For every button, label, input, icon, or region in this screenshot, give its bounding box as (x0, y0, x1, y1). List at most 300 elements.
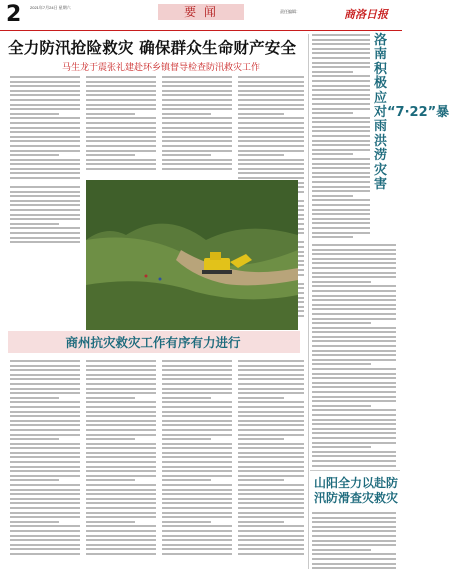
text-line (162, 466, 232, 468)
text-line (238, 424, 304, 426)
text-line (10, 434, 80, 436)
text-line (312, 373, 396, 375)
text-line (162, 516, 232, 518)
text-line (238, 122, 304, 124)
text-line (312, 419, 396, 421)
text-line (238, 369, 304, 371)
text-line (312, 135, 370, 137)
text-line (312, 368, 396, 370)
text-line (86, 378, 156, 380)
text-line (312, 43, 370, 45)
text-line (10, 209, 80, 211)
text-line (312, 530, 396, 532)
text-line (312, 144, 370, 146)
text-line (312, 209, 370, 211)
text-line (10, 191, 80, 193)
text-line (312, 172, 370, 174)
text-line (162, 117, 232, 119)
text-line (162, 438, 211, 440)
text-line (86, 429, 156, 431)
text-line (86, 452, 156, 454)
text-line (312, 258, 396, 260)
text-line (10, 553, 80, 555)
text-line (312, 400, 396, 402)
text-line (312, 549, 371, 551)
text-line (312, 405, 371, 407)
text-line (86, 150, 156, 152)
text-line (238, 525, 304, 527)
text-line (10, 507, 80, 509)
text-line (10, 237, 80, 239)
text-line (312, 80, 370, 82)
text-line (238, 479, 284, 481)
text-line (10, 466, 80, 468)
text-line (162, 456, 232, 458)
text-line (312, 517, 396, 519)
text-line (312, 121, 370, 123)
text-line (162, 401, 232, 403)
text-line (162, 443, 232, 445)
text-line (162, 530, 232, 532)
text-line (238, 108, 304, 110)
text-line (312, 249, 396, 251)
text-line (312, 350, 396, 352)
text-line (162, 397, 211, 399)
text-line (238, 411, 304, 413)
text-line (162, 553, 232, 555)
text-line (10, 456, 80, 458)
text-line (10, 548, 80, 550)
text-line (86, 539, 156, 541)
text-line (238, 378, 304, 380)
text-line (162, 85, 232, 87)
text-line (162, 434, 232, 436)
text-line (312, 455, 396, 457)
text-line (10, 424, 80, 426)
text-line (312, 553, 396, 555)
text-line (86, 411, 156, 413)
text-line (238, 466, 304, 468)
text-line (312, 262, 396, 264)
text-line (238, 498, 304, 500)
text-line (238, 99, 304, 101)
text-line (238, 104, 304, 106)
text-line (312, 181, 370, 183)
flood-rescue-photo (86, 180, 298, 330)
text-line (10, 145, 80, 147)
text-line (312, 409, 396, 411)
text-line (10, 127, 80, 129)
text-line (10, 163, 80, 165)
text-line (162, 406, 232, 408)
text-line (86, 502, 156, 504)
text-line (238, 401, 304, 403)
text-line (162, 369, 232, 371)
text-line (10, 159, 80, 161)
text-line (312, 34, 370, 36)
text-line (10, 108, 80, 110)
text-line (312, 396, 396, 398)
text-line (238, 544, 304, 546)
text-line (10, 512, 80, 514)
text-line (86, 424, 156, 426)
text-line (238, 136, 304, 138)
text-line (86, 401, 156, 403)
text-line (312, 340, 396, 342)
text-line (312, 465, 396, 467)
text-line (162, 127, 232, 129)
text-line (312, 526, 396, 528)
text-line (312, 437, 396, 439)
text-line (238, 475, 304, 477)
text-line (312, 57, 370, 59)
text-line (238, 548, 304, 550)
text-line (10, 154, 59, 156)
text-line (238, 113, 284, 115)
text-line (86, 369, 156, 371)
text-line (10, 241, 80, 243)
text-line (312, 222, 370, 224)
text-line (86, 136, 156, 138)
text-line (10, 214, 80, 216)
text-line (86, 489, 156, 491)
text-line (162, 163, 232, 165)
text-line (86, 108, 156, 110)
text-line (10, 475, 80, 477)
text-line (312, 386, 396, 388)
text-line (86, 90, 156, 92)
text-line (10, 411, 80, 413)
text-line (312, 322, 371, 324)
text-line (312, 167, 370, 169)
text-line (312, 236, 353, 238)
text-line (312, 299, 396, 301)
text-line (86, 99, 156, 101)
text-line (312, 94, 370, 96)
lead-column-1 (10, 76, 80, 182)
text-line (238, 85, 304, 87)
text-line (238, 484, 304, 486)
text-line (312, 377, 396, 379)
text-line (86, 512, 156, 514)
text-line (10, 81, 80, 83)
text-line (10, 502, 80, 504)
text-line (312, 149, 370, 151)
text-line (10, 420, 80, 422)
text-line (312, 71, 353, 73)
text-line (86, 470, 156, 472)
text-line (162, 150, 232, 152)
text-line (86, 535, 156, 537)
side-headline-luonan: 洛南积极应对“7·22”暴雨洪涝灾害 (374, 33, 449, 193)
text-line (86, 434, 156, 436)
text-line (312, 75, 370, 77)
text-line (10, 131, 80, 133)
text-line (162, 104, 232, 106)
text-line (86, 516, 156, 518)
text-line (312, 108, 370, 110)
text-line (10, 470, 80, 472)
text-line (162, 484, 232, 486)
photo-illustration (86, 180, 298, 330)
text-line (312, 382, 396, 384)
text-line (10, 406, 80, 408)
text-line (162, 154, 211, 156)
text-line (238, 535, 304, 537)
text-line (86, 498, 156, 500)
text-line (86, 94, 156, 96)
feature-column-3 (162, 360, 232, 558)
lead-column-2 (86, 76, 156, 172)
lead-column-3 (162, 76, 232, 172)
text-line (10, 374, 80, 376)
text-line (10, 479, 59, 481)
vertical-divider (308, 34, 309, 569)
text-line (162, 411, 232, 413)
text-line (312, 85, 370, 87)
text-line (162, 544, 232, 546)
text-line (10, 122, 80, 124)
text-line (312, 313, 396, 315)
text-line (238, 415, 304, 417)
text-line (10, 227, 80, 229)
text-line (238, 159, 304, 161)
text-line (86, 85, 156, 87)
text-line (10, 218, 80, 220)
side-column-2 (312, 244, 396, 469)
text-line (312, 218, 370, 220)
text-line (238, 94, 304, 96)
text-line (312, 227, 370, 229)
editor-line: 责任编辑： (280, 9, 300, 14)
text-line (10, 461, 80, 463)
text-line (238, 507, 304, 509)
text-line (312, 103, 370, 105)
text-line (86, 131, 156, 133)
text-line (312, 163, 370, 165)
text-line (312, 558, 396, 560)
text-line (10, 397, 59, 399)
text-line (10, 76, 80, 78)
text-line (238, 365, 304, 367)
text-line (238, 553, 304, 555)
text-line (86, 493, 156, 495)
text-line (238, 521, 284, 523)
text-line (312, 442, 396, 444)
text-line (238, 420, 304, 422)
text-line (162, 521, 211, 523)
text-line (10, 200, 80, 202)
side-column-1 (312, 34, 370, 241)
text-line (10, 438, 59, 440)
horizontal-divider (310, 470, 400, 471)
text-line (10, 232, 80, 234)
text-line (10, 539, 80, 541)
text-line (312, 112, 353, 114)
text-line (86, 168, 156, 170)
text-line (10, 392, 80, 394)
text-line (312, 451, 396, 453)
text-line (162, 360, 232, 362)
text-line (312, 272, 396, 274)
text-line (162, 420, 232, 422)
feature-headline: 商州抗灾救灾工作有序有力进行 (65, 335, 241, 350)
text-line (10, 177, 80, 179)
lead-column-1-lower (10, 186, 80, 246)
text-line (238, 447, 304, 449)
text-line (10, 525, 80, 527)
text-line (162, 159, 232, 161)
text-line (238, 388, 304, 390)
text-line (10, 195, 80, 197)
text-line (162, 507, 232, 509)
text-line (312, 336, 396, 338)
text-line (10, 172, 80, 174)
text-line (10, 136, 80, 138)
text-line (162, 535, 232, 537)
text-line (312, 153, 353, 155)
text-line (162, 415, 232, 417)
text-line (312, 39, 370, 41)
text-line (312, 176, 370, 178)
text-line (238, 140, 304, 142)
text-line (10, 429, 80, 431)
text-line (238, 374, 304, 376)
text-line (312, 62, 370, 64)
text-line (312, 535, 396, 537)
text-line (10, 530, 80, 532)
text-line (312, 563, 396, 565)
text-line (312, 446, 371, 448)
text-line (86, 360, 156, 362)
side-column-3 (312, 512, 396, 572)
text-line (86, 420, 156, 422)
masthead (0, 0, 402, 31)
text-line (238, 127, 304, 129)
text-line (10, 104, 80, 106)
text-line (86, 525, 156, 527)
text-line (238, 456, 304, 458)
text-line (86, 507, 156, 509)
text-line (238, 392, 304, 394)
text-line (86, 388, 156, 390)
text-line (238, 131, 304, 133)
side-headline-shanyang: 山阳全力以赴防汛防滑查灾救灾 (314, 476, 399, 505)
text-line (238, 452, 304, 454)
text-line (162, 548, 232, 550)
text-line (86, 548, 156, 550)
text-line (238, 81, 304, 83)
text-line (312, 195, 353, 197)
text-line (10, 516, 80, 518)
text-line (86, 484, 156, 486)
text-line (162, 489, 232, 491)
text-line (312, 48, 370, 50)
text-line (162, 470, 232, 472)
text-line (312, 290, 396, 292)
text-line (86, 456, 156, 458)
text-line (312, 276, 396, 278)
text-line (312, 244, 396, 246)
text-line (10, 168, 80, 170)
text-line (86, 438, 135, 440)
text-line (10, 415, 80, 417)
text-line (238, 434, 304, 436)
text-line (238, 429, 304, 431)
text-line (312, 89, 370, 91)
text-line (10, 452, 80, 454)
text-line (312, 52, 370, 54)
text-line (10, 117, 80, 119)
text-line (86, 530, 156, 532)
text-line (86, 521, 135, 523)
text-line (86, 461, 156, 463)
text-line (86, 113, 135, 115)
text-line (10, 204, 80, 206)
text-line (312, 318, 396, 320)
text-line (10, 369, 80, 371)
text-line (10, 99, 80, 101)
text-line (162, 99, 232, 101)
text-line (312, 213, 370, 215)
text-line (162, 502, 232, 504)
text-line (86, 76, 156, 78)
text-line (312, 253, 396, 255)
text-line (10, 186, 80, 188)
text-line (312, 460, 396, 462)
text-line (86, 81, 156, 83)
text-line (312, 117, 370, 119)
text-line (238, 502, 304, 504)
text-line (238, 117, 304, 119)
text-line (162, 90, 232, 92)
text-line (238, 168, 304, 170)
text-line (312, 140, 370, 142)
text-line (162, 383, 232, 385)
text-line (238, 397, 284, 399)
text-line (312, 126, 370, 128)
text-line (238, 530, 304, 532)
text-line (162, 140, 232, 142)
text-line (10, 140, 80, 142)
text-line (10, 493, 80, 495)
lead-subheadline: 马生龙于震张礼建赴环乡镇督导检查防汛救灾工作 (61, 63, 260, 73)
text-line (10, 401, 80, 403)
text-line (238, 383, 304, 385)
text-line (162, 168, 232, 170)
text-line (86, 365, 156, 367)
date-line: 2021年7月24日 星期六 (30, 5, 71, 10)
text-line (10, 388, 80, 390)
text-line (312, 267, 396, 269)
text-line (312, 204, 370, 206)
text-line (86, 163, 156, 165)
text-line (162, 498, 232, 500)
text-line (312, 327, 396, 329)
text-line (86, 140, 156, 142)
text-line (86, 117, 156, 119)
text-line (312, 544, 396, 546)
text-line (312, 158, 370, 160)
text-line (238, 163, 304, 165)
text-line (86, 544, 156, 546)
newspaper-logo: 商洛日报 (344, 8, 388, 21)
text-line (312, 540, 396, 542)
page-number: 2 (6, 2, 22, 27)
text-line (86, 475, 156, 477)
text-line (10, 223, 59, 225)
feature-column-2 (86, 360, 156, 558)
